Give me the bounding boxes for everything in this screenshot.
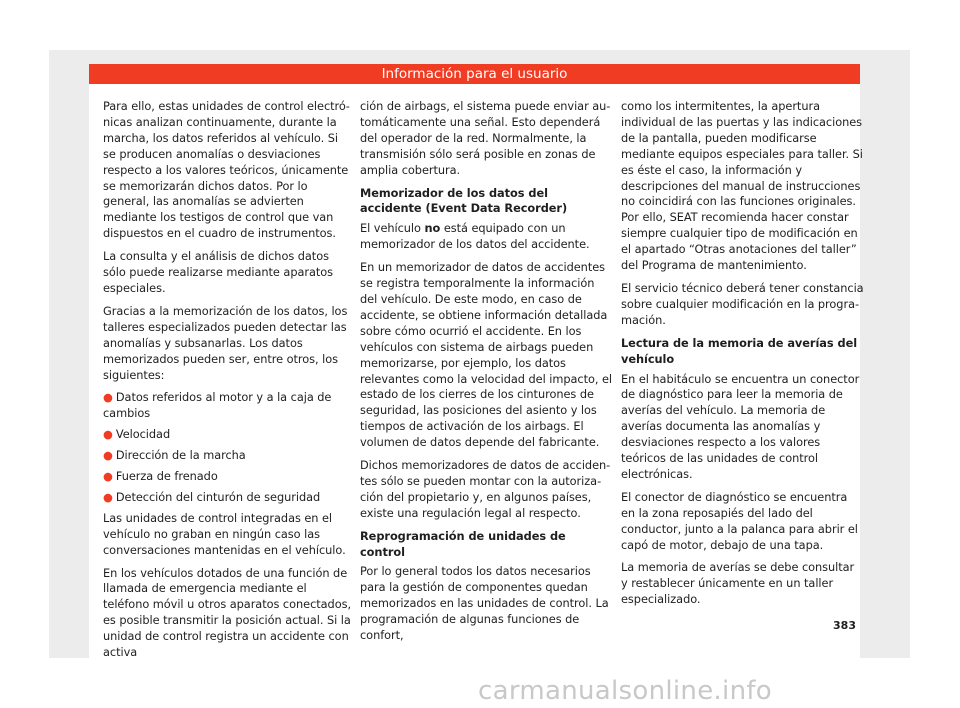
paragraph: El servicio técnico deberá tener constancia sobre cualquier modificación en la programación.	[621, 280, 864, 327]
column-3	[621, 99, 864, 615]
page-number: 383	[833, 619, 856, 632]
paragraph: Dichos memorizadores de datos de accidentes sólo se pueden montar con la autorización del propietario y, en algunos países, existe una regulación legal al respecto.	[360, 458, 611, 520]
paragraph: El conector de diagnóstico se encuentra en la zona reposapiés del lado del conductor, junto a la palanca para abrir el capó de motor, debajo de una tapa.	[621, 489, 858, 552]
paragraph: En un memorizador de datos de accidentes se registra temporalmente la información del vehículo. De este modo, en caso de accidente, se obtiene información detallada sobre cómo ocurrió el accidente. En los vehículos con sistema de airbags pueden memorizarse, por ejemplo, los datos relevantes como la velocidad del impacto, el estado de los cierres de los cinturones de seguridad, las posiciones del asiento y los tiempos de activación de los airbags. El volumen de datos depende del fabricante.	[360, 260, 612, 450]
section-heading: Memorizador de los datos del accidente (Event Data Recorder)	[360, 185, 568, 216]
paragraph: Gracias a la memorización de los datos, los talleres especializados pueden detectar las anomalías y subsanarlas. Los datos memorizados pueden ser, entre otros, los siguientes:	[103, 303, 348, 382]
paragraph: La consulta y el análisis de dichos datos sólo puede realizarse mediante aparatos especiales.	[103, 249, 334, 295]
bullet-icon: ●	[103, 427, 113, 442]
list-item: ● Detección del cinturón de seguridad	[103, 489, 321, 504]
section-heading: Reprogramación de unidades de control	[360, 528, 566, 559]
paragraph: ción de airbags, el sistema puede enviar automáticamente una señal. Esto dependerá del operador de la red. Normalmente, la transmisión sólo será posible en zonas de amplia cobertura.	[360, 99, 611, 177]
column-1	[103, 99, 353, 668]
paragraph: Para ello, estas unidades de control electrónicas analizan continuamente, durante la marcha, los datos referidos al vehículo. Si se producen anomalías o desviaciones respecto a los valores teóricos, únicamente se memorizarán dichos datos. Por lo general, las anomalías se advierten mediante los testigos de control que van dispuestos en el cuadro de instrumentos.	[103, 99, 350, 241]
list-item: ● Dirección de la marcha	[103, 448, 246, 463]
column-2	[360, 99, 612, 651]
bullet-icon: ●	[103, 489, 113, 504]
list-item: ● Fuerza de frenado	[103, 469, 218, 484]
bullet-icon: ●	[103, 469, 113, 484]
paragraph: El vehículo no está equipado con un memorizador de los datos del accidente.	[360, 221, 590, 252]
list-item: ● Datos referidos al motor y a la caja de cambios	[103, 390, 332, 421]
paragraph: Por lo general todos los datos necesarios para la gestión de componentes quedan memorizados en las unidades de control. La programación de algunas funciones de confort,	[360, 564, 609, 643]
bullet-icon: ●	[103, 390, 113, 405]
paragraph: La memoria de averías se debe consultar y restablecer únicamente en un taller especializado.	[621, 560, 855, 607]
watermark: carmanualsonline.info	[478, 676, 773, 706]
section-header: Información para el usuario	[89, 64, 860, 84]
paragraph: En los vehículos dotados de una función de llamada de emergencia mediante el teléfono móvil u otros aparatos conectados, es posible transmitir la posición actual. Si la unidad de control registra un accidente con activa	[103, 565, 352, 660]
section-heading: Lectura de la memoria de averías del vehículo	[621, 335, 858, 366]
bullet-icon: ●	[103, 448, 113, 463]
paragraph: como los intermitentes, la apertura individual de las puertas y las indicaciones de la pantalla, pueden modificarse mediante equipos especiales para taller. Si es éste el caso, la información y descripciones del manual de instrucciones no coincidirá con las funciones originales. Por ello, SEAT recomienda hacer constar siempre cualquier tipo de modificación en el apartado “Otras anotaciones del taller” del Programa de mantenimiento.	[621, 99, 863, 273]
paragraph: Las unidades de control integradas en el vehículo no graban en ningún caso las conversaciones mantenidas en el vehículo.	[103, 510, 346, 557]
data-list	[103, 390, 353, 505]
paragraph: En el habitáculo se encuentra un conector de diagnóstico para leer la memoria de averías del vehículo. La memoria de averías documenta las anomalías y desviaciones respecto a los valores teóricos de las unidades de control electrónicas.	[621, 371, 860, 481]
list-item: ● Velocidad	[103, 427, 171, 442]
